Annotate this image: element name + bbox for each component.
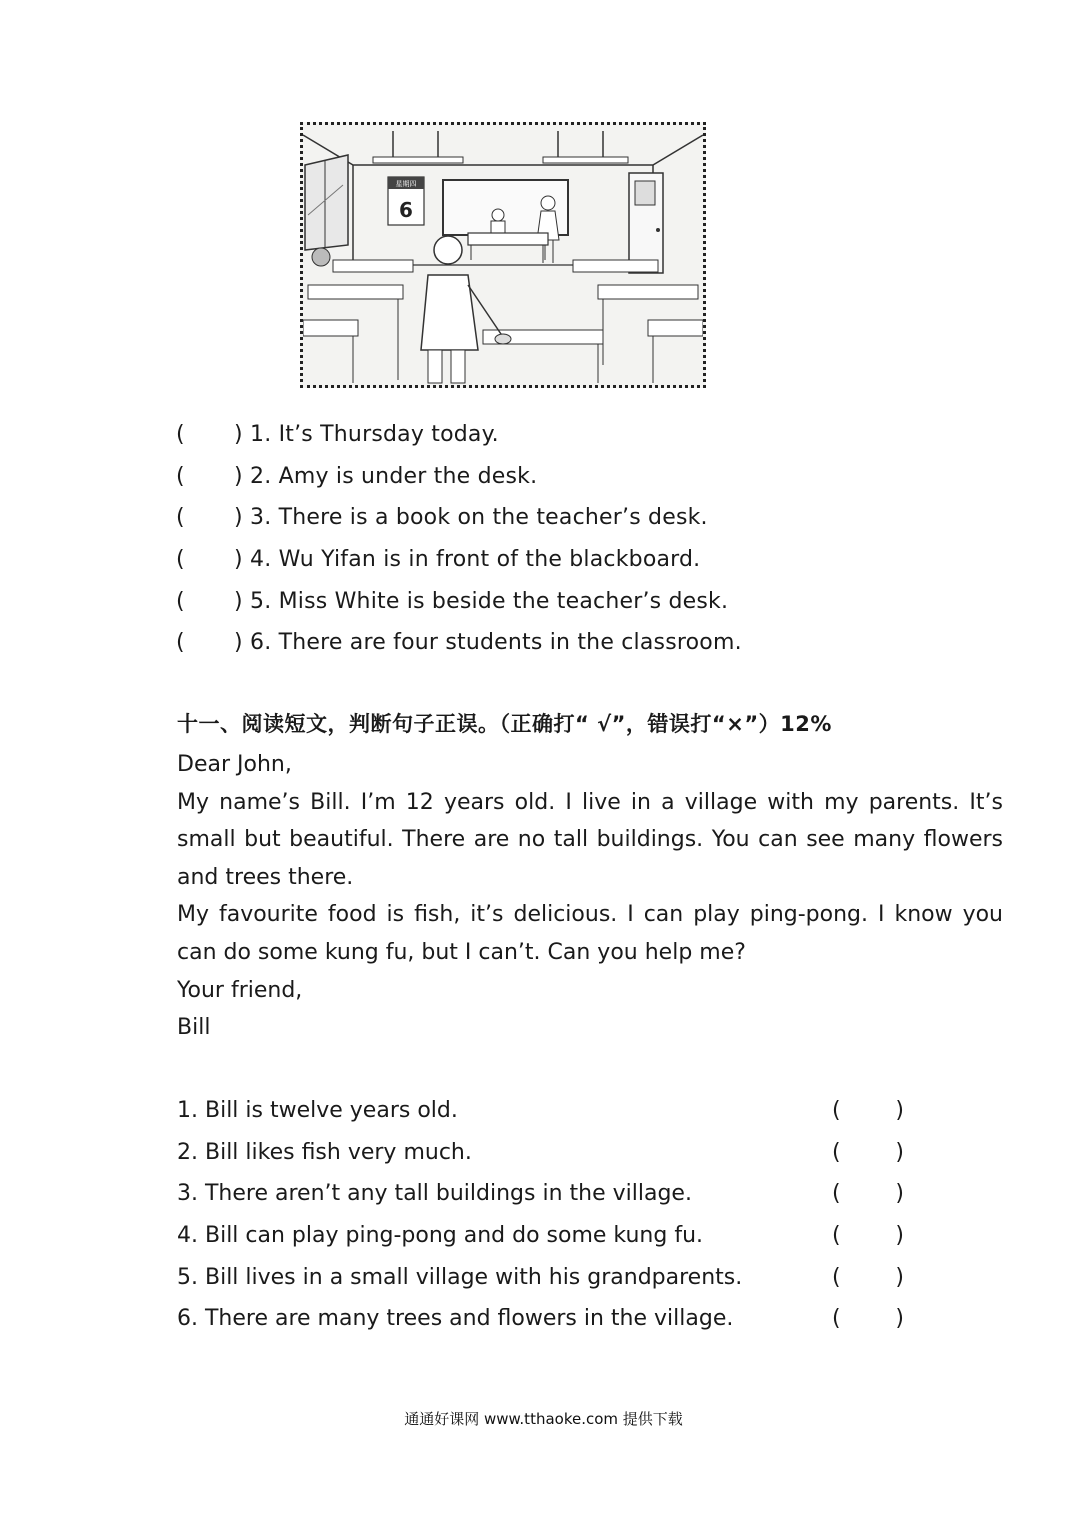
answer-open-paren: ( — [176, 547, 185, 573]
answer-open-paren: ( — [176, 505, 185, 531]
answer-close-paren: ) — [895, 1181, 904, 1207]
answer-open-paren: ( — [832, 1223, 841, 1249]
letter-paragraph: My favourite food is fish, it’s delicious. I can play ping-pong. I know you can do some kung fu, but I can’t. Can you help me? — [177, 902, 1003, 965]
answer-close-paren: ) — [895, 1098, 904, 1124]
answer-parens — [832, 1140, 904, 1165]
calendar-day-label: 星期四 — [395, 180, 417, 188]
answer-close-paren: ) — [234, 422, 243, 448]
statement-text: 4. Wu Yifan is in front of the blackboard. — [250, 547, 701, 573]
letter-greeting: Dear John, — [177, 752, 292, 777]
statement-text: 5. Miss White is beside the teacher’s desk. — [250, 588, 729, 614]
footer-credit: 通通好课网 www.tthaoke.com 提供下载 — [404, 1410, 683, 1428]
answer-open-paren: ( — [832, 1098, 841, 1124]
answer-close-paren: ) — [234, 505, 243, 531]
list-item — [176, 580, 876, 622]
answer-parens — [832, 1306, 904, 1331]
answer-open-paren: ( — [176, 463, 185, 489]
letter-paragraph: My name’s Bill. I’m 12 years old. I live in a village with my parents. It’s small but beautiful. There are no tall buildings. You can see many flowers and trees there. — [177, 789, 1003, 890]
answer-open-paren: ( — [832, 1264, 841, 1290]
letter-signature: Bill — [177, 1015, 211, 1041]
statement-text: 4. Bill can play ping-pong and do some kung fu. — [177, 1223, 704, 1249]
letter-closing: Your friend, — [177, 977, 303, 1003]
answer-parens — [832, 1181, 904, 1206]
answer-close-paren: ) — [234, 547, 243, 573]
answer-close-paren: ) — [895, 1264, 904, 1290]
answer-open-paren: ( — [176, 422, 185, 448]
list-item — [176, 497, 876, 539]
answer-open-paren: ( — [832, 1139, 841, 1165]
picture-judgement-list — [176, 414, 876, 664]
section-title: 十一、阅读短文，判断句子正误。（正确打“ √”，错误打“×”）12% — [177, 712, 832, 736]
statement-text: 6. There are four students in the classroom. — [250, 630, 742, 656]
list-item — [177, 1215, 917, 1257]
calendar-date: 6 — [399, 198, 413, 222]
reading-passage — [177, 746, 1003, 1047]
statement-text: 2. Bill likes fish very much. — [177, 1139, 472, 1165]
answer-close-paren: ) — [895, 1223, 904, 1249]
statement-text: 6. There are many trees and flowers in the village. — [177, 1306, 734, 1332]
passage-judgement-list — [177, 1090, 917, 1340]
statement-text: 3. There is a book on the teacher’s desk. — [250, 505, 708, 531]
classroom-illustration — [300, 122, 706, 388]
list-item — [176, 539, 876, 581]
list-item — [177, 1298, 917, 1340]
answer-close-paren: ) — [895, 1139, 904, 1165]
answer-close-paren: ) — [234, 463, 243, 489]
statement-text: 3. There aren’t any tall buildings in the village. — [177, 1181, 692, 1207]
answer-close-paren: ) — [234, 630, 243, 656]
list-item — [177, 1173, 917, 1215]
list-item — [176, 622, 876, 664]
answer-open-paren: ( — [176, 588, 185, 614]
statement-text: 2. Amy is under the desk. — [250, 463, 538, 489]
answer-open-paren: ( — [832, 1181, 841, 1207]
answer-parens — [832, 1223, 904, 1248]
answer-open-paren: ( — [832, 1306, 841, 1332]
list-item — [176, 456, 876, 498]
list-item — [177, 1132, 917, 1174]
list-item — [176, 414, 876, 456]
statement-text: 1. Bill is twelve years old. — [177, 1098, 458, 1124]
answer-close-paren: ) — [234, 588, 243, 614]
answer-parens — [832, 1098, 904, 1123]
answer-close-paren: ) — [895, 1306, 904, 1332]
answer-open-paren: ( — [176, 630, 185, 656]
list-item — [177, 1090, 917, 1132]
classroom-drawing — [303, 125, 703, 385]
list-item — [177, 1256, 917, 1298]
statement-text: 1. It’s Thursday today. — [250, 422, 499, 448]
answer-parens — [832, 1265, 904, 1290]
statement-text: 5. Bill lives in a small village with his grandparents. — [177, 1264, 743, 1290]
